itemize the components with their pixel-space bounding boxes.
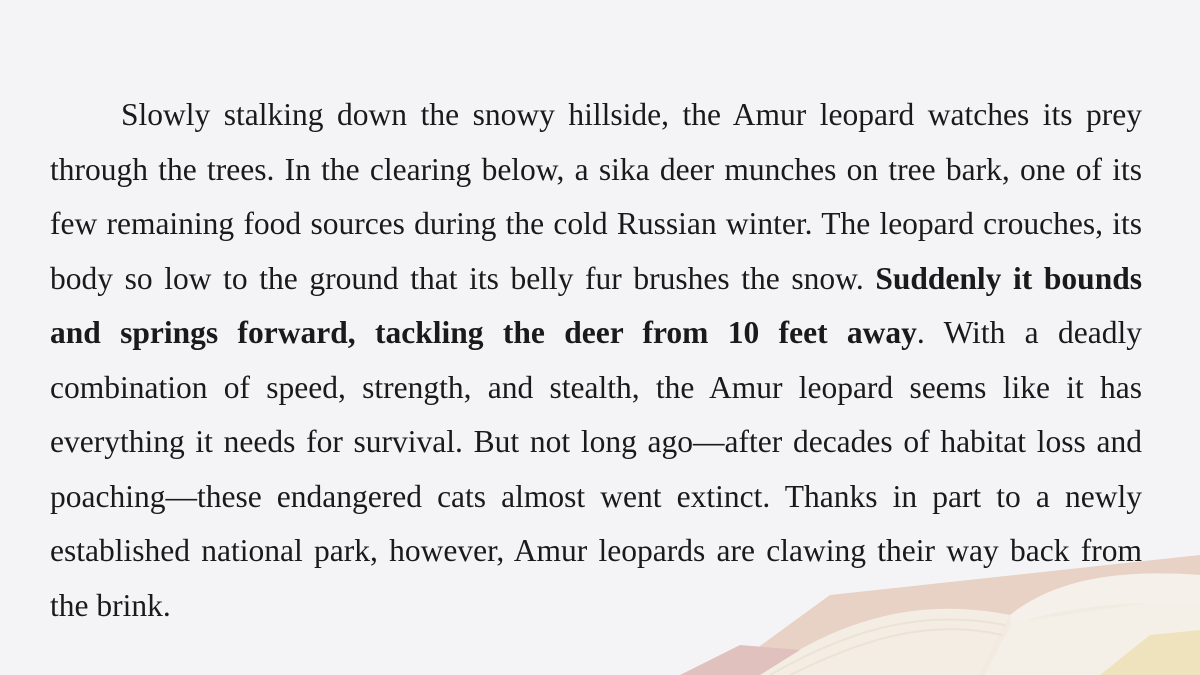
passage-text-start: Slowly stalking down the snowy hillside, the Amur leopard watches its prey through the trees. In the clearing below, a sika deer munches on tree bark, one of its few remaining food sources during the cold Russian winter. The leopard crouches, its body so low to the ground that its belly fur brushes the snow. bbox=[50, 97, 1142, 296]
passage-text-end: . With a deadly combination of speed, strength, and stealth, the Amur leopard seems like it has everything it needs for survival. But not long ago—after decades of habitat loss and poaching—these endangered cats almost went extinct. Thanks in part to a newly established national park, however, Amur leopards are clawing their way back from the brink. bbox=[50, 315, 1142, 623]
passage-paragraph bbox=[50, 88, 1142, 633]
passage-highlight: Suddenly it bounds and springs forward, tackling the deer from 10 feet away bbox=[50, 260, 1142, 350]
